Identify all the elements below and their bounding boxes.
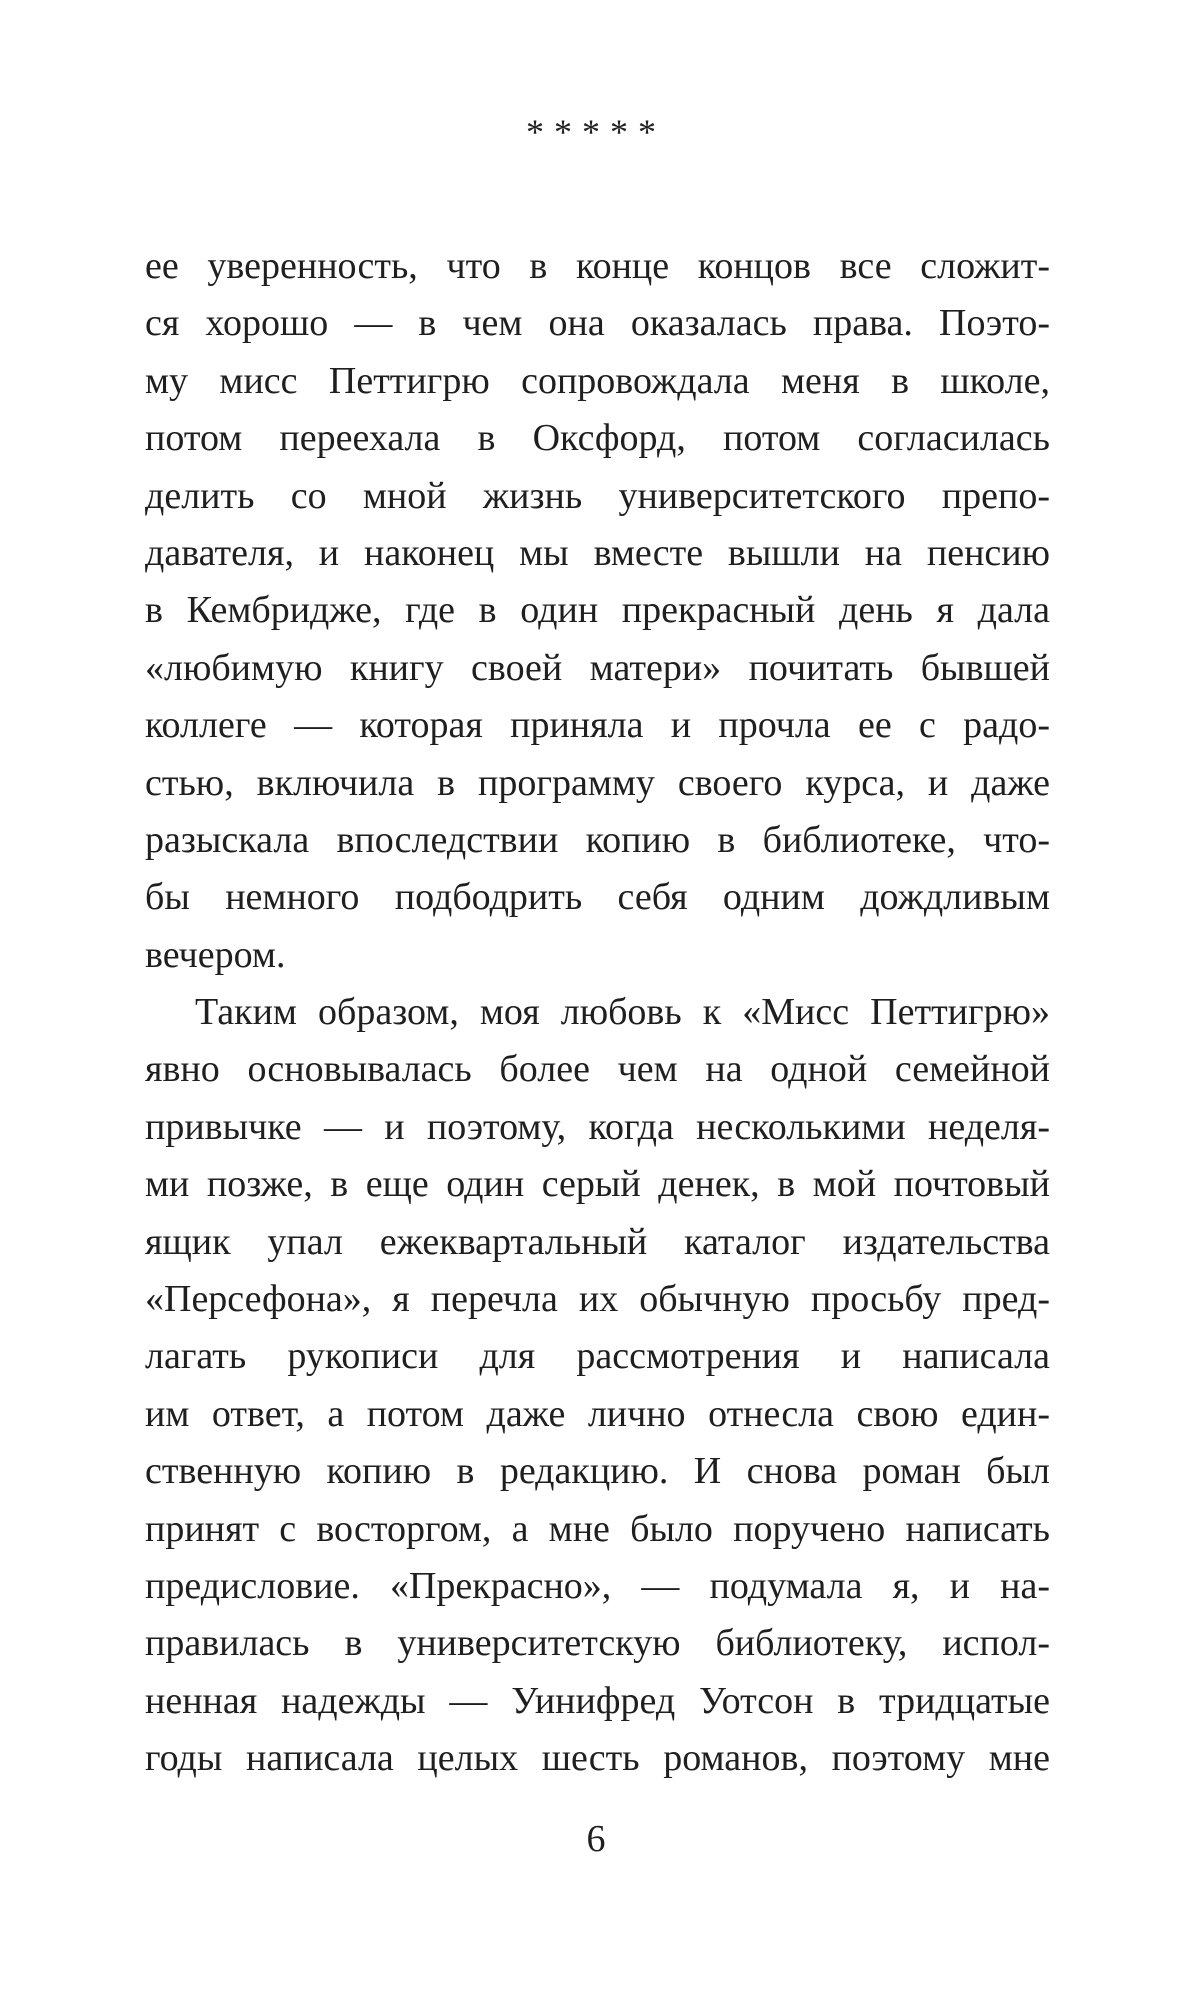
- text-line: правилась в университетскую библиотеку, испол-: [145, 1622, 1050, 1665]
- text-line: делить со мной жизнь университетского препо-: [145, 474, 1050, 517]
- section-separator: *****: [526, 112, 666, 152]
- text-line: «Персефона», я перечла их обычную просьбу пред-: [145, 1278, 1050, 1321]
- text-line: предисловие. «Прекрасно», — подумала я, и на-: [145, 1564, 1050, 1607]
- text-line: бы немного подбодрить себя одним дождливым: [145, 876, 1050, 919]
- text-line: ненная надежды — Уинифред Уотсон в тридцатые: [145, 1679, 1050, 1722]
- page-number: 6: [586, 1818, 606, 1860]
- text-line: давателя, и наконец мы вместе вышли на пенсию: [145, 531, 1050, 574]
- text-line: годы написала целых шесть романов, поэтому мне: [145, 1737, 1050, 1780]
- text-line: принят с восторгом, а мне было поручено написать: [145, 1507, 1050, 1550]
- main-text: [145, 238, 1050, 1788]
- text-line: разыскала впоследствии копию в библиотеке, что-: [145, 818, 1050, 861]
- text-line: лагать рукописи для рассмотрения и написала: [145, 1335, 1050, 1378]
- text-line: стью, включила в программу своего курса, и даже: [145, 761, 1050, 804]
- text-line: «любимую книгу своей матери» почитать бывшей: [145, 646, 1050, 689]
- text-line: им ответ, а потом даже лично отнесла свою един-: [145, 1392, 1050, 1435]
- text-line: коллеге — которая приняла и прочла ее с радо-: [145, 704, 1050, 747]
- text-line: привычке — и поэтому, когда несколькими неделя-: [145, 1105, 1050, 1148]
- text-line: ее уверенность, что в конце концов все сложит-: [145, 245, 1050, 287]
- paragraph-end-line: вечером.: [145, 933, 286, 976]
- text-line: му мисс Петтигрю сопровождала меня в школе,: [145, 359, 1050, 402]
- text-line: ми позже, в еще один серый денек, в мой почтовый: [145, 1163, 1050, 1206]
- text-line: ящик упал ежеквартальный каталог издательства: [145, 1220, 1050, 1263]
- text-line: ственную копию в редакцию. И снова роман был: [145, 1450, 1050, 1493]
- text-line: явно основывалась более чем на одной семейной: [145, 1048, 1050, 1091]
- text-line: потом переехала в Оксфорд, потом согласилась: [145, 417, 1050, 460]
- text-line: в Кембридже, где в один прекрасный день я дала: [145, 589, 1050, 632]
- text-line: ся хорошо — в чем она оказалась права. Поэто-: [145, 302, 1050, 345]
- paragraph-start-line: Таким образом, моя любовь к «Мисс Петтигрю»: [195, 991, 1050, 1034]
